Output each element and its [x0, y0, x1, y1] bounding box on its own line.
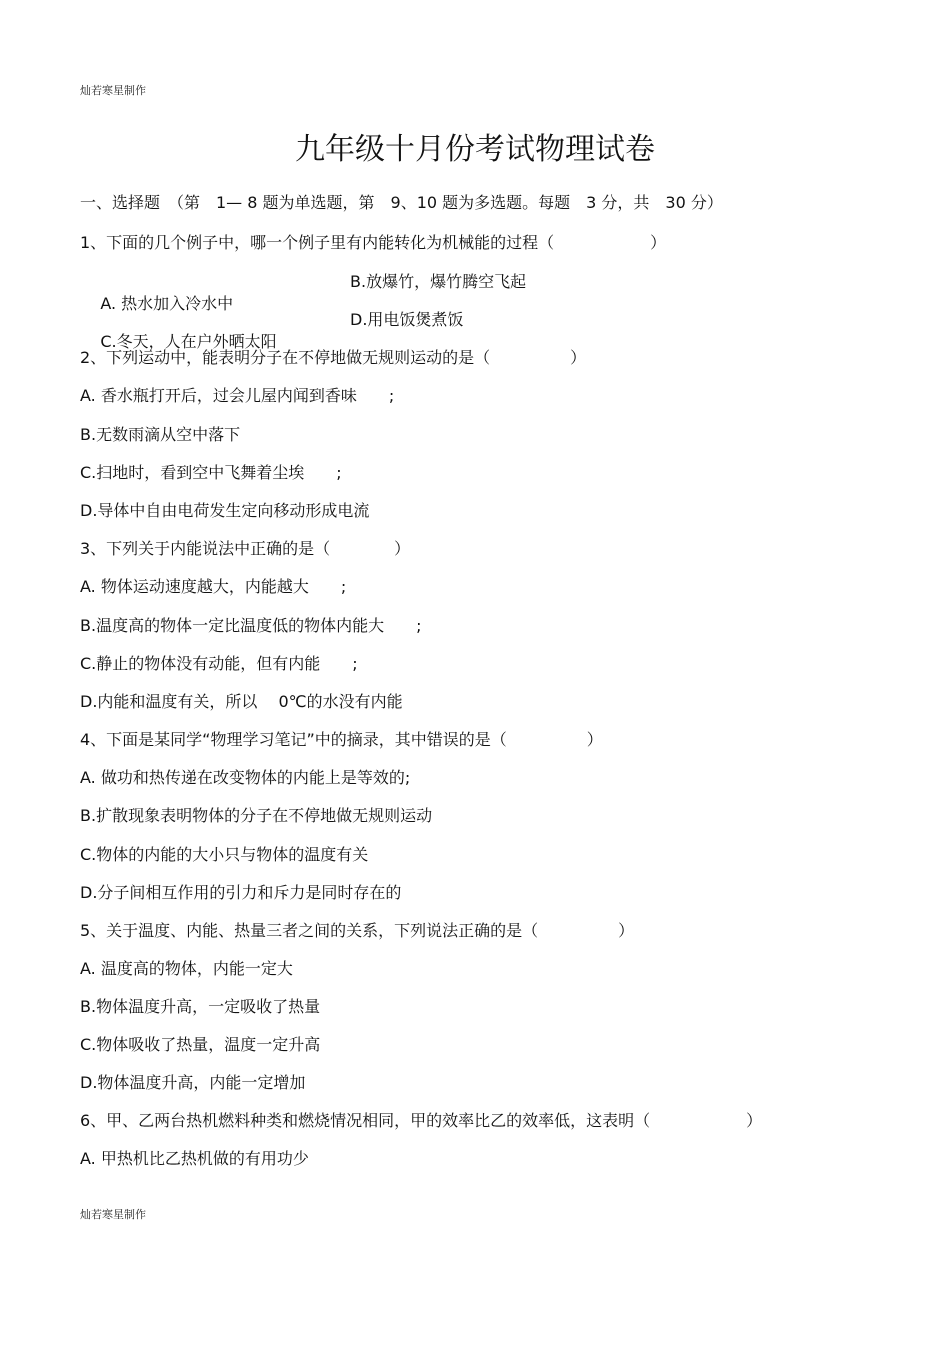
question-1-option-a: A. 热水加入冷水中 [100, 294, 234, 313]
question-4-option-d: D.分子间相互作用的引力和斥力是同时存在的 [80, 883, 402, 902]
question-3-option-a: A. 物体运动速度越大，内能越大 ; [80, 577, 347, 596]
question-1-option-d: D.用电饭煲煮饭 [350, 310, 464, 329]
question-1-stem: 1、下面的几个例子中，哪一个例子里有内能转化为机械能的过程（ ） [80, 233, 667, 252]
header-watermark-text: 灿若寒星制作 [80, 84, 146, 97]
question-6-option-a: A. 甲热机比乙热机做的有用功少 [80, 1149, 309, 1168]
question-3-option-d: D.内能和温度有关，所以 0℃的水没有内能 [80, 692, 403, 711]
question-2-option-a: A. 香水瓶打开后，过会儿屋内闻到香味 ; [80, 386, 395, 405]
footer-watermark-text: 灿若寒星制作 [80, 1208, 146, 1221]
section-heading: 一、选择题 （第 1— 8 题为单选题，第 9、10 题为多选题。每题 3 分，共 30 分） [80, 193, 723, 212]
question-1-option-b: B.放爆竹，爆竹腾空飞起 [350, 272, 527, 291]
question-3-option-b: B.温度高的物体一定比温度低的物体内能大 ; [80, 616, 422, 635]
question-4-option-b: B.扩散现象表明物体的分子在不停地做无规则运动 [80, 806, 433, 825]
question-1-option-c: C.冬天，人在户外晒太阳 [100, 332, 277, 351]
question-5-option-a: A. 温度高的物体，内能一定大 [80, 959, 293, 978]
question-4-option-c: C.物体的内能的大小只与物体的温度有关 [80, 845, 369, 864]
question-2-option-b: B.无数雨滴从空中落下 [80, 425, 241, 444]
question-2-option-c: C.扫地时，看到空中飞舞着尘埃 ; [80, 463, 342, 482]
question-1-options-row-1 [80, 271, 870, 313]
question-5-option-d: D.物体温度升高，内能一定增加 [80, 1073, 306, 1092]
question-5-option-c: C.物体吸收了热量，温度一定升高 [80, 1035, 321, 1054]
question-5-stem: 5、关于温度、内能、热量三者之间的关系，下列说法正确的是（ ） [80, 921, 635, 940]
question-5-option-b: B.物体温度升高，一定吸收了热量 [80, 997, 321, 1016]
question-3-stem: 3、下列关于内能说法中正确的是（ ） [80, 539, 411, 558]
page-title: 九年级十月份考试物理试卷 [295, 132, 655, 167]
question-3-option-c: C.静止的物体没有动能，但有内能 ; [80, 654, 358, 673]
question-4-stem: 4、下面是某同学“物理学习笔记”中的摘录，其中错误的是（ ） [80, 730, 603, 749]
question-2-option-d: D.导体中自由电荷发生定向移动形成电流 [80, 501, 370, 520]
question-4-option-a: A. 做功和热传递在改变物体的内能上是等效的; [80, 768, 411, 787]
question-6-stem: 6、甲、乙两台热机燃料种类和燃烧情况相同，甲的效率比乙的效率低，这表明（ ） [80, 1111, 763, 1130]
question-1-options-row-2 [80, 309, 870, 351]
question-2-stem: 2、下列运动中，能表明分子在不停地做无规则运动的是（ ） [80, 348, 587, 367]
